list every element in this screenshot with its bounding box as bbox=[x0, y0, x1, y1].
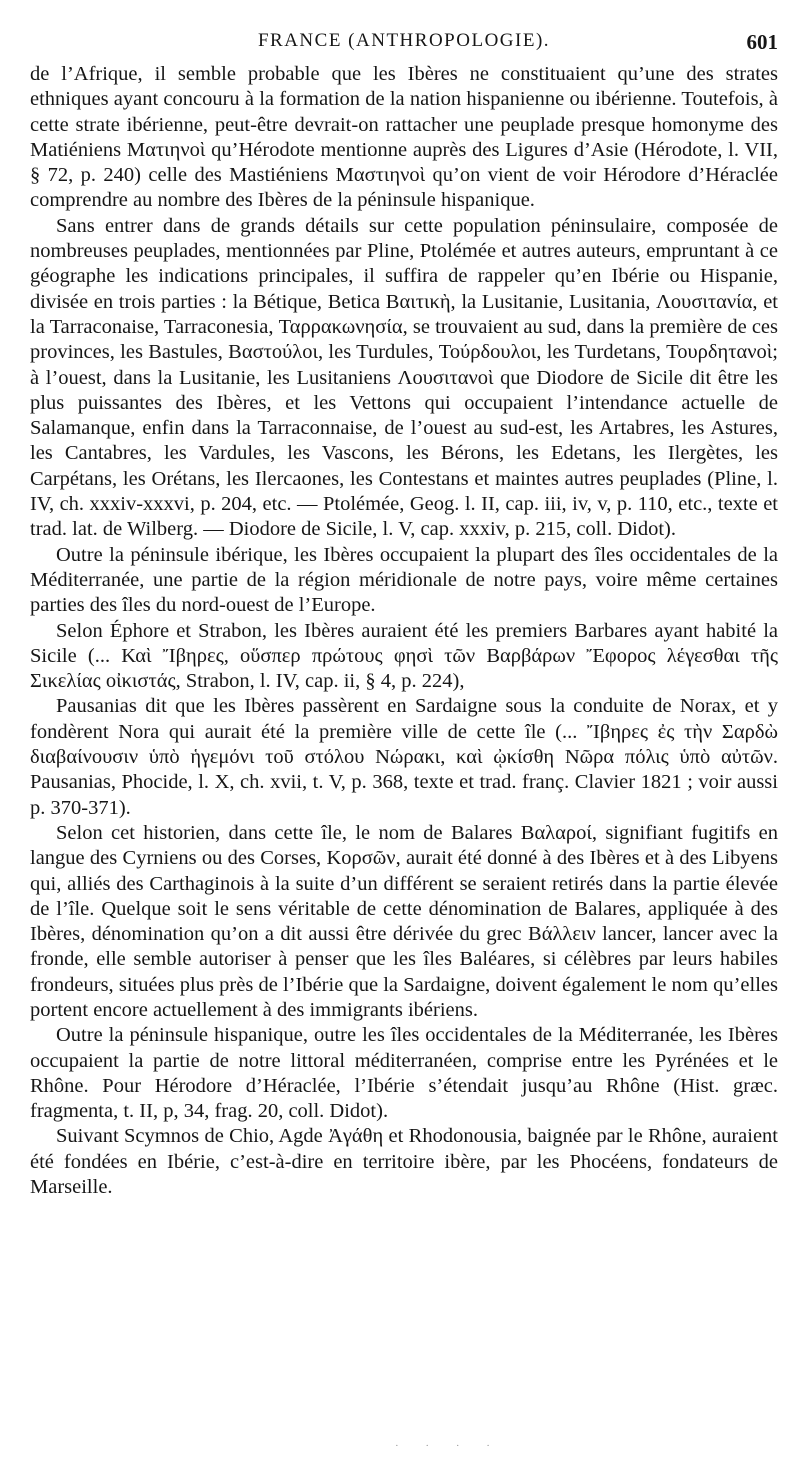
body-text bbox=[30, 62, 778, 1200]
paragraph-1: de l’Afrique, il semble probable que les Ibères ne constituaient qu’une des strates ethniques ayant concouru à la formation de la nation hispanienne ou ibérienne. Toutefois, à cette strate ibérienne, peut-être devrait-on rattacher une peuplade presque homonyme des Matiéniens Ματιηνοὶ qu’Hérodote mentionne auprès des Ligures d’Asie (Hérodote, l. VII, § 72, p. 240) celle des Mastiéniens Μαστιηνοὶ qu’on vient de voir Hérodore d’Héraclée comprendre au nombre des Ibères de la péninsule hispanique. bbox=[30, 63, 778, 212]
running-title: FRANCE (ANTHROPOLOGIE). bbox=[257, 30, 551, 51]
paragraph-4: Selon Éphore et Strabon, les Ibères auraient été les premiers Barbares ayant habité la Sicile (... Καὶ Ἴβηρες, οὕσπερ πρώτους φησὶ τῶν Βαρβάρων Ἔφορος λέγεσθαι τῆς Σικελίας οἰκιστάς, Strabon, l. IV, cap. ii, § 4, p. 224), bbox=[30, 619, 778, 693]
page-number: 601 bbox=[746, 30, 778, 54]
page-header bbox=[30, 30, 778, 60]
paragraph-7: Outre la péninsule hispanique, outre les îles occidentales de la Méditerranée, les Ibères occupaient la partie de notre littoral méditerranéen, comprise entre les Pyrénées et le Rhône. Pour Hérodore d’Héraclée, l’Ibérie s’étendait jusqu’au Rhône (Hist. græc. fragmenta, t. II, p, 34, frag. 20, coll. Didot). bbox=[30, 1024, 778, 1123]
paragraph-8: Suivant Scymnos de Chio, Agde Ἀγάθη et Rhodonousia, baignée par le Rhône, auraient été fondées en Ibérie, c’est-à-dire en territoire ibère, par les Phocéens, fondateurs de Marseille. bbox=[30, 1125, 778, 1199]
print-marks: · · · · bbox=[395, 1440, 502, 1452]
paragraph-2: Sans entrer dans de grands détails sur cette population péninsulaire, composée de nombreuses peuplades, mentionnées par Pline, Ptolémée et autres auteurs, empruntant à ce géographe les indications principales, il suffira de rappeler qu’en Ibérie ou Hispanie, divisée en trois parties : la Bétique, Betica Βαιτικὴ, la Lusitanie, Lusitania, Λουσιτανία, et la Tarraconaise, Tarraconesia, Ταρρακωνησία, se trouvaient au sud, dans la première de ces provinces, les Bastules, Βαστούλοι, les Turdules, Τούρδουλοι, les Turdetans, Τουρδητανοὶ; à l’ouest, dans la Lusitanie, les Lusitaniens Λουσιτανοὶ que Diodore de Sicile dit être les plus puissantes des Ibères, et les Vettons qui occupaient l’intendance actuelle de Salamanque, enfin dans la Tarraconnaise, de l’ouest au sud-est, les Artabres, les Astures, les Cantabres, les Vardules, les Vascons, les Bérons, les Edetans, les Ilergètes, les Carpétans, les Orétans, les Ilercaones, les Contestans et maintes autres peuplades (Pline, l. IV, ch. xxxiv-xxxvi, p. 204, etc. — Ptolémée, Geog. l. II, cap. iii, iv, v, p. 110, etc., texte et trad. lat. de Wilberg. — Diodore de Sicile, l. V, cap. xxxiv, p. 215, coll. Didot). bbox=[30, 214, 778, 541]
paragraph-5: Pausanias dit que les Ibères passèrent en Sardaigne sous la conduite de Norax, et y fondèrent Nora qui aurait été la première ville de cette île (... Ἴβηρες ἐς τὴν Σαρδὼ διαβαίνουσιν ὑπὸ ἡγεμόνι τοῦ στόλου Νώρακι, καὶ ᾠκίσθη Νῶρα πόλις ὑπὸ αὐτῶν. Pausanias, Phocide, l. X, ch. xvii, t. V, p. 368, texte et trad. franç. Clavier 1821 ; voir aussi p. 370-371). bbox=[30, 695, 778, 819]
paragraph-6: Selon cet historien, dans cette île, le nom de Balares Βαλαροί, signifiant fugitifs en langue des Cyrniens ou des Corses, Κορσῶν, aurait été donné à des Ibères et à des Libyens qui, alliés des Carthaginois à la suite d’un différent se seraient retirés dans la partie élevée de l’île. Quelque soit le sens véritable de cette dénomination de Balares, appliquée à des Ibères, dénomination qu’on a dit aussi être dérivée du grec Βάλλειν lancer, lancer avec la fronde, elle semble autoriser à penser que les îles Baléares, si célèbres par leurs habiles frondeurs, situées plus près de l’Ibérie que la Sardaigne, doivent également le nom qu’elles portent encore actuellement à des immigrants ibériens. bbox=[30, 821, 778, 1021]
paragraph-3: Outre la péninsule ibérique, les Ibères occupaient la plupart des îles occidentales de la Méditerranée, une partie de la région méridionale de notre pays, voire même certaines parties des îles du nord-ouest de l’Europe. bbox=[30, 543, 778, 617]
